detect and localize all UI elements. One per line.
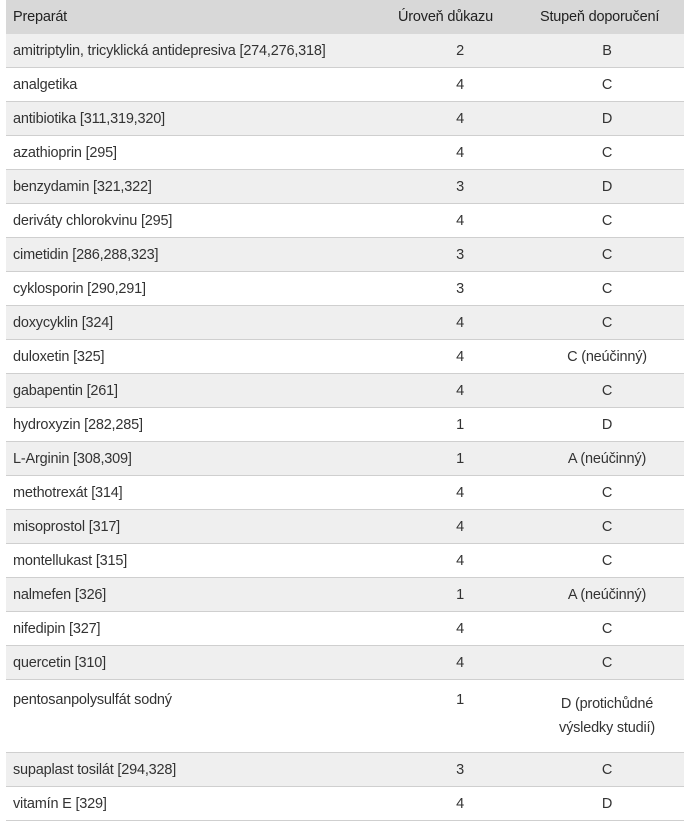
table-row [6,442,684,476]
header-evidence-level: Úroveň důkazu [390,0,530,34]
table-row [6,102,684,136]
recommendation-grade-cell: C [530,204,684,238]
evidence-level-cell: 4 [390,612,530,646]
table-row [6,510,684,544]
recommendation-grade-cell: C [530,612,684,646]
recommendation-grade-cell: C [530,753,684,787]
drug-name-cell: amitriptylin, tricyklická antidepresiva [274,276,318] [6,34,390,68]
drug-name-cell: nalmefen [326] [6,578,390,612]
drug-name-cell: cimetidin [286,288,323] [6,238,390,272]
evidence-level-cell: 4 [390,340,530,374]
evidence-level-cell: 3 [390,272,530,306]
table-row [6,204,684,238]
table-row [6,170,684,204]
evidence-level-cell: 1 [390,408,530,442]
drug-name-cell: doxycyklin [324] [6,306,390,340]
drug-name-cell: hydroxyzin [282,285] [6,408,390,442]
recommendation-grade-cell: C [530,476,684,510]
recommendation-grade-cell: C [530,510,684,544]
recommendation-grade-cell: C [530,306,684,340]
table-row [6,612,684,646]
drug-name-cell: antibiotika [311,319,320] [6,102,390,136]
evidence-level-cell: 1 [390,680,530,753]
drug-name-cell: gabapentin [261] [6,374,390,408]
recommendation-grade-cell [530,680,684,753]
recommendation-line: D (protichůdné [560,696,654,712]
recommendation-grade-cell: C (neúčinný) [530,340,684,374]
table-row [6,272,684,306]
table-row [6,34,684,68]
evidence-level-cell: 4 [390,787,530,821]
evidence-level-cell: 2 [390,34,530,68]
evidence-level-cell: 1 [390,578,530,612]
recommendation-grade-cell: C [530,68,684,102]
table-row [6,753,684,787]
evidence-level-cell: 4 [390,204,530,238]
table-body [6,34,684,821]
recommendation-grade-cell: D [530,787,684,821]
table-row [6,680,684,753]
recommendation-grade-cell: C [530,646,684,680]
recommendation-grade-cell: C [530,544,684,578]
table-row [6,136,684,170]
drug-name-cell: analgetika [6,68,390,102]
recommendation-grade-cell: D [530,170,684,204]
recommendation-grade-cell: A (neúčinný) [530,578,684,612]
evidence-level-cell: 4 [390,510,530,544]
evidence-level-cell: 4 [390,476,530,510]
drug-name-cell: misoprostol [317] [6,510,390,544]
recommendation-grade-cell: A (neúčinný) [530,442,684,476]
evidence-level-cell: 3 [390,753,530,787]
drug-name-cell: L-Arginin [308,309] [6,442,390,476]
evidence-level-cell: 4 [390,544,530,578]
evidence-level-cell: 1 [390,442,530,476]
evidence-level-cell: 4 [390,68,530,102]
evidence-level-cell: 4 [390,306,530,340]
table-row [6,408,684,442]
drug-name-cell: vitamín E [329] [6,787,390,821]
recommendation-grade-cell: C [530,136,684,170]
recommendation-grade-cell: B [530,34,684,68]
recommendation-grade-cell: C [530,272,684,306]
drug-name-cell: montellukast [315] [6,544,390,578]
drug-name-cell: pentosanpolysulfát sodný [6,680,390,753]
recommendation-grade-cell: D [530,408,684,442]
header-recommendation-grade: Stupeň doporučení [530,0,684,34]
drug-name-cell: azathioprin [295] [6,136,390,170]
drug-name-cell: quercetin [310] [6,646,390,680]
table-row [6,68,684,102]
table-row [6,544,684,578]
recommendation-grade-cell: C [530,238,684,272]
drug-name-cell: methotrexát [314] [6,476,390,510]
header-drug: Preparát [6,0,390,34]
table-header-row [6,0,684,34]
table-row [6,238,684,272]
table-row [6,646,684,680]
drug-name-cell: benzydamin [321,322] [6,170,390,204]
drug-name-cell: cyklosporin [290,291] [6,272,390,306]
table-row [6,787,684,821]
table-row [6,578,684,612]
drug-name-cell: deriváty chlorokvinu [295] [6,204,390,238]
evidence-level-cell: 4 [390,102,530,136]
evidence-level-cell: 4 [390,136,530,170]
evidence-level-cell: 3 [390,170,530,204]
recommendation-grade-cell: D [530,102,684,136]
drug-name-cell: supaplast tosilát [294,328] [6,753,390,787]
recommendation-grade-cell: C [530,374,684,408]
table-row [6,374,684,408]
table-row [6,340,684,374]
drug-name-cell: duloxetin [325] [6,340,390,374]
evidence-level-cell: 4 [390,646,530,680]
drug-evidence-table [6,0,684,821]
evidence-level-cell: 4 [390,374,530,408]
drug-name-cell: nifedipin [327] [6,612,390,646]
table-row [6,306,684,340]
table-row [6,476,684,510]
evidence-level-cell: 3 [390,238,530,272]
recommendation-line: výsledky studií) [559,720,655,736]
